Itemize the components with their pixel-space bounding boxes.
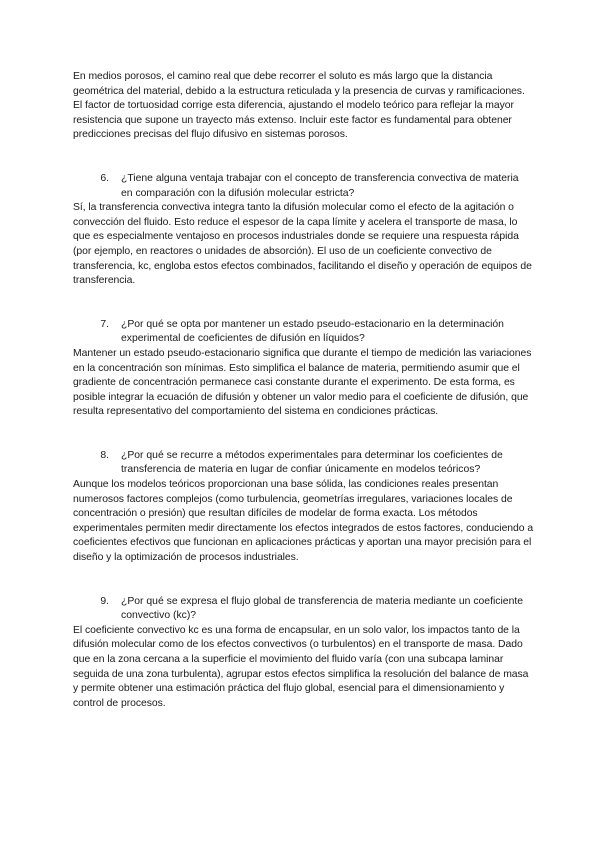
question-text: ¿Por qué se recurre a métodos experimentales para determinar los coeficientes de transferencia de materia en lugar de confiar únicamente en modelos teóricos? bbox=[121, 449, 503, 476]
question-number: 6. bbox=[100, 172, 109, 184]
question-6 bbox=[73, 172, 535, 201]
question-number: 8. bbox=[100, 449, 109, 461]
answer-7: Mantener un estado pseudo-estacionario significa que durante el tiempo de medición las variaciones en la concentración son mínimas. Esto simplifica el balance de materia, permitiendo asumir que el gradiente de concentración permanece casi constante durante el experimento. De esta forma, es posible integrar la ecuación de difusión y obtener un valor medio para el coeficiente de difusión, que resulta representativo del comportamiento del sistema en condiciones prácticas. bbox=[73, 347, 532, 418]
answer-8: Aunque los modelos teóricos proporcionan una base sólida, las condiciones reales presentan numerosos factores complejos (como turbulencia, geometrías irregulares, variaciones locales de concentración o presión) que resultan difíciles de modelar de forma exacta. Los métodos experimentales permiten medir directamente los efectos integrados de estos factores, conduciendo a coeficientes efectivos que funcionan en aplicaciones prácticas y aportan una mayor precisión para el diseño y la optimización de procesos industriales. bbox=[73, 479, 534, 564]
question-9 bbox=[73, 595, 535, 624]
spacer bbox=[73, 420, 535, 449]
question-number: 7. bbox=[100, 318, 109, 330]
question-text: ¿Por qué se opta por mantener un estado pseudo-estacionario en la determinación experimental de coeficientes de difusión en líquidos? bbox=[121, 318, 504, 345]
spacer bbox=[73, 566, 535, 595]
answer-9: El coeficiente convectivo kc es una forma de encapsular, en un solo valor, los impactos tanto de la difusión molecular como de los efectos convectivos (o turbulentos) en el transporte de masa. Dado que en la zona cercana a la superficie el movimiento del fluido varía (con una subcapa laminar seguida de una zona turbulenta), agrupar estos efectos simplifica la resolución del balance de masa y permite obtener una estimación práctica del flujo global, esencial para el dimensionamiento y control de procesos. bbox=[73, 624, 529, 709]
question-text: ¿Por qué se expresa el flujo global de transferencia de materia mediante un coeficiente convectivo (kc)? bbox=[121, 595, 524, 622]
document-body bbox=[73, 70, 535, 711]
question-8 bbox=[73, 449, 535, 478]
question-number: 9. bbox=[100, 595, 109, 607]
spacer bbox=[73, 289, 535, 318]
intro-paragraph: En medios porosos, el camino real que debe recorrer el soluto es más largo que la distancia geométrica del material, debido a la estructura reticulada y la presencia de curvas y ramificaciones. El factor de tortuosidad corrige esta diferencia, ajustando el modelo teórico para reflejar la mayor resistencia que supone un trayecto más extenso. Incluir este factor es fundamental para obtener predicciones precisas del flujo difusivo en sistemas porosos. bbox=[73, 71, 525, 141]
spacer bbox=[73, 143, 535, 172]
answer-6: Sí, la transferencia convectiva integra tanto la difusión molecular como el efecto de la agitación o convección del fluido. Esto reduce el espesor de la capa límite y acelera el transporte de masa, lo que es especialmente ventajoso en procesos industriales donde se requiere una respuesta rápida (por ejemplo, en reactores o unidades de absorción). El uso de un coeficiente convectivo de transferencia, kc, engloba estos efectos combinados, facilitando el diseño y operación de equipos de transferencia. bbox=[73, 202, 532, 287]
question-text: ¿Tiene alguna ventaja trabajar con el concepto de transferencia convectiva de materia en comparación con la difusión molecular estricta? bbox=[121, 172, 519, 199]
question-7 bbox=[73, 318, 535, 347]
